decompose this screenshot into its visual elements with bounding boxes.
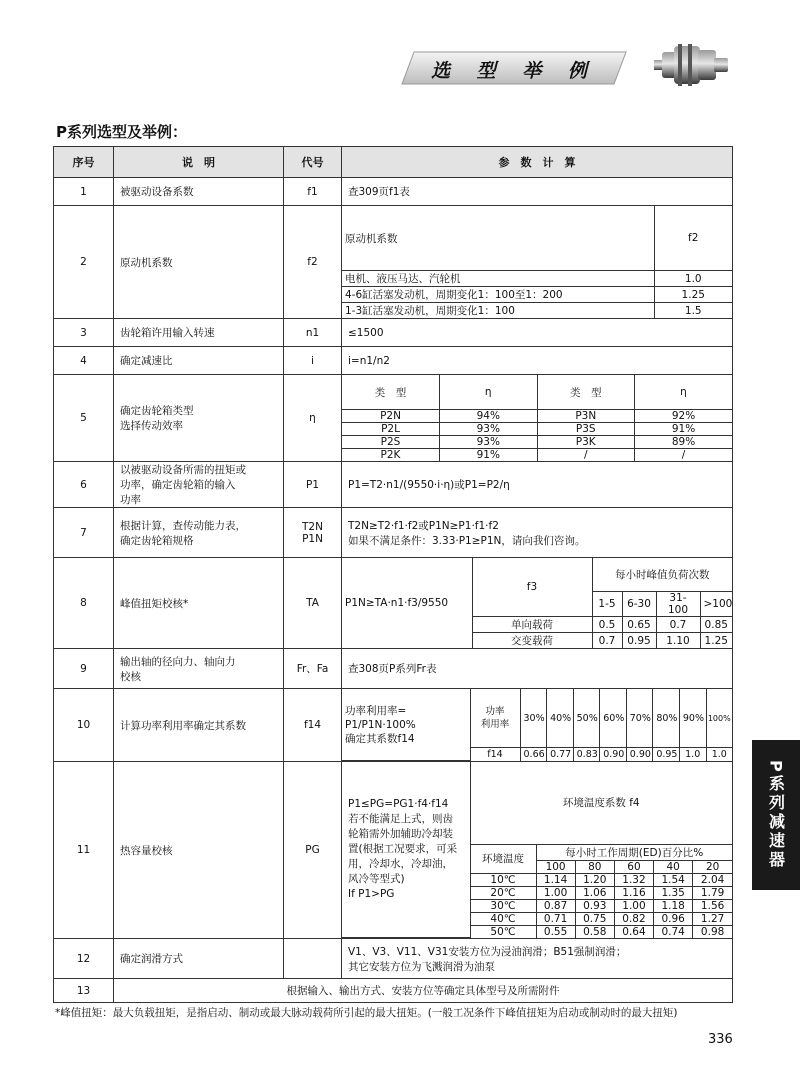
efficiency-table bbox=[342, 375, 732, 461]
table-cell: 0.5 bbox=[592, 617, 622, 633]
table-cell: 0.82 bbox=[614, 912, 653, 925]
text-line: 功率利用率= bbox=[345, 704, 407, 717]
table-cell: f2 bbox=[654, 206, 732, 271]
selection-table bbox=[53, 146, 733, 1003]
table-cell: ≤1500 bbox=[342, 319, 733, 347]
text-line: P1N bbox=[302, 532, 323, 545]
table-cell: 80% bbox=[653, 689, 680, 748]
table-cell: 20 bbox=[693, 860, 732, 873]
table-cell: 40 bbox=[654, 860, 693, 873]
table-cell: 20℃ bbox=[470, 886, 536, 899]
table-cell: 1.79 bbox=[693, 886, 732, 899]
header-calc: 参 数 计 算 bbox=[342, 147, 733, 178]
table-cell: P2S bbox=[342, 436, 440, 449]
page-number: 336 bbox=[708, 1032, 733, 1047]
table-cell: 1.0 bbox=[706, 748, 732, 761]
table-cell: 10℃ bbox=[470, 873, 536, 886]
text-line: T2N bbox=[302, 520, 323, 533]
table-cell bbox=[342, 762, 733, 939]
table-cell: 1.00 bbox=[614, 899, 653, 912]
text-line: 输出轴的径向力、轴向力 bbox=[120, 655, 236, 668]
table-cell: η bbox=[284, 375, 342, 462]
table-cell: 89% bbox=[635, 436, 733, 449]
table-cell: 30℃ bbox=[470, 899, 536, 912]
table-cell: 1.16 bbox=[614, 886, 653, 899]
table-row bbox=[54, 347, 733, 375]
text-line: 确定齿轮箱规格 bbox=[120, 534, 194, 547]
table-cell: 40% bbox=[547, 689, 574, 748]
table-cell: f3 bbox=[472, 558, 592, 617]
text-line: 其它安装方位为飞溅润滑为油泵 bbox=[348, 960, 495, 973]
table-cell: P1=T2·n1/(9550·i·η)或P1=P2/η bbox=[342, 462, 733, 508]
table-cell: 4 bbox=[54, 347, 114, 375]
table-cell: 1.27 bbox=[693, 912, 732, 925]
table-cell: 被驱动设备系数 bbox=[114, 178, 284, 206]
table-cell bbox=[342, 762, 470, 938]
text-line: If P1>PG bbox=[348, 888, 395, 900]
text-line: 置(根据工况要求，可采 bbox=[348, 843, 458, 855]
table-cell: 0.90 bbox=[600, 748, 627, 761]
thermal-table bbox=[342, 762, 732, 938]
text-line: 如果不满足条件：3.33·P1≥P1N，请向我们咨询。 bbox=[348, 534, 586, 547]
table-row bbox=[54, 762, 733, 939]
table-cell bbox=[342, 375, 733, 462]
table-cell: 每小时峰值负荷次数 bbox=[592, 558, 732, 592]
section-banner bbox=[400, 50, 628, 86]
table-cell: 0.65 bbox=[622, 617, 656, 633]
table-cell bbox=[342, 939, 733, 979]
table-cell: 12 bbox=[54, 939, 114, 979]
table-cell: 1.25 bbox=[654, 287, 732, 303]
table-row bbox=[54, 375, 733, 462]
table-cell bbox=[342, 508, 733, 558]
table-cell: 确定减速比 bbox=[114, 347, 284, 375]
table-cell: / bbox=[537, 449, 635, 462]
table-cell: 原动机系数 bbox=[342, 206, 654, 271]
table-row bbox=[54, 206, 733, 319]
table-cell bbox=[284, 939, 342, 979]
table-cell bbox=[342, 206, 733, 319]
table-cell: 0.77 bbox=[547, 748, 574, 761]
table-cell: 60% bbox=[600, 689, 627, 748]
table-cell: 0.85 bbox=[700, 617, 732, 633]
text-line: 功率 bbox=[485, 706, 505, 718]
side-tab: P系列减速器 bbox=[752, 740, 800, 890]
table-cell: 1-5 bbox=[592, 592, 622, 617]
table-cell: P1 bbox=[284, 462, 342, 508]
table-cell: 0.98 bbox=[693, 925, 732, 938]
table-cell: 类 型 bbox=[537, 375, 635, 410]
table-header bbox=[54, 147, 733, 178]
table-cell: 13 bbox=[54, 979, 114, 1003]
table-cell: 0.75 bbox=[575, 912, 614, 925]
table-cell: 类 型 bbox=[342, 375, 440, 410]
table-cell: 1.32 bbox=[614, 873, 653, 886]
table-row bbox=[54, 319, 733, 347]
table-cell: 1.00 bbox=[536, 886, 575, 899]
table-cell: 7 bbox=[54, 508, 114, 558]
table-cell: 交变载荷 bbox=[472, 633, 592, 649]
text-line: 功率，确定齿轮箱的输入 bbox=[120, 479, 236, 491]
text-line: P1≤PG=PG1·f4·f14 bbox=[348, 798, 449, 810]
table-cell: 5 bbox=[54, 375, 114, 462]
text-line: 确定齿轮箱类型 bbox=[120, 405, 194, 417]
table-row bbox=[54, 939, 733, 979]
table-row bbox=[54, 979, 733, 1003]
table-cell: Fr、Fa bbox=[284, 649, 342, 689]
table-cell: 91% bbox=[635, 423, 733, 436]
table-cell bbox=[342, 689, 733, 762]
table-cell: 1.0 bbox=[679, 748, 706, 761]
table-cell: 91% bbox=[440, 449, 538, 462]
table-cell: 齿轮箱许用输入转速 bbox=[114, 319, 284, 347]
section-title: P系列选型及举例： bbox=[56, 123, 187, 141]
header-code: 代号 bbox=[284, 147, 342, 178]
text-line: T2N≥T2·f1·f2或P1N≥P1·f1·f2 bbox=[348, 519, 499, 532]
table-cell: 0.7 bbox=[592, 633, 622, 649]
table-cell: 0.87 bbox=[536, 899, 575, 912]
table-cell: 1.54 bbox=[654, 873, 693, 886]
table-cell: 93% bbox=[440, 423, 538, 436]
table-cell: 2.04 bbox=[693, 873, 732, 886]
table-cell: 0.7 bbox=[656, 617, 700, 633]
table-cell: P1N≥TA·n1·f3/9550 bbox=[342, 558, 472, 648]
table-cell: 1.0 bbox=[654, 271, 732, 287]
table-cell: 0.95 bbox=[622, 633, 656, 649]
table-cell: 1-3缸活塞发动机，周期变化1：100 bbox=[342, 303, 654, 319]
table-cell bbox=[342, 558, 733, 649]
table-cell: 热容量校核 bbox=[114, 762, 284, 939]
table-cell: 80 bbox=[575, 860, 614, 873]
table-cell: 0.55 bbox=[536, 925, 575, 938]
footnote: *峰值扭矩：最大负载扭矩，是指启动、制动或最大脉动载荷所引起的最大扭矩。(一般工况条件下峰值扭矩为启动或制动时的最大扭矩) bbox=[55, 1007, 678, 1019]
text-line: 根据计算，查传动能力表， bbox=[120, 519, 246, 532]
table-cell: >100 bbox=[700, 592, 732, 617]
text-line: 功率 bbox=[120, 494, 141, 506]
table-cell: P3K bbox=[537, 436, 635, 449]
table-cell: i bbox=[284, 347, 342, 375]
table-cell: 40℃ bbox=[470, 912, 536, 925]
table-cell: 1.14 bbox=[536, 873, 575, 886]
table-cell: P2K bbox=[342, 449, 440, 462]
table-cell: 1.06 bbox=[575, 886, 614, 899]
table-row bbox=[54, 508, 733, 558]
table-cell: η bbox=[635, 375, 733, 410]
table-cell: TA bbox=[284, 558, 342, 649]
header-desc: 说 明 bbox=[114, 147, 284, 178]
text-line: P1/P1N·100% bbox=[345, 718, 416, 731]
text-line: V1、V3、V11、V31安装方位为浸油润滑；B51强制润滑； bbox=[348, 945, 627, 958]
table-cell: 1.25 bbox=[700, 633, 732, 649]
table-cell: 70% bbox=[626, 689, 653, 748]
table-row bbox=[54, 649, 733, 689]
table-cell: 1.35 bbox=[654, 886, 693, 899]
table-cell: 0.93 bbox=[575, 899, 614, 912]
table-cell: P3N bbox=[537, 410, 635, 423]
table-cell: f14 bbox=[284, 689, 342, 762]
table-cell: 环境温度 bbox=[470, 844, 536, 873]
table-cell: 94% bbox=[440, 410, 538, 423]
text-line: 利用率 bbox=[480, 719, 510, 731]
table-cell: i=n1/n2 bbox=[342, 347, 733, 375]
table-cell: 单向载荷 bbox=[472, 617, 592, 633]
table-cell bbox=[342, 689, 470, 761]
table-cell: P2L bbox=[342, 423, 440, 436]
table-cell: 1.10 bbox=[656, 633, 700, 649]
table-cell: 6 bbox=[54, 462, 114, 508]
table-cell: 4-6缸活塞发动机，周期变化1：100至1：200 bbox=[342, 287, 654, 303]
table-cell: 90% bbox=[679, 689, 706, 748]
peak-torque-table bbox=[342, 558, 732, 648]
table-cell: 50% bbox=[573, 689, 600, 748]
table-row bbox=[54, 558, 733, 649]
text-line: 用，冷却水，冷却油， bbox=[348, 858, 453, 870]
table-cell: η bbox=[440, 375, 538, 410]
table-cell: n1 bbox=[284, 319, 342, 347]
table-cell: 2 bbox=[54, 206, 114, 319]
table-cell: 6-30 bbox=[622, 592, 656, 617]
table-cell bbox=[114, 649, 284, 689]
table-cell: 0.95 bbox=[653, 748, 680, 761]
table-cell: 100 bbox=[536, 860, 575, 873]
table-cell: 0.96 bbox=[654, 912, 693, 925]
table-cell: 1.18 bbox=[654, 899, 693, 912]
table-cell: 50℃ bbox=[470, 925, 536, 938]
table-cell: 每小时工作周期(ED)百分比% bbox=[536, 844, 732, 860]
table-cell: 30% bbox=[520, 689, 547, 748]
table-row bbox=[54, 689, 733, 762]
table-cell: 60 bbox=[614, 860, 653, 873]
table-cell: 93% bbox=[440, 436, 538, 449]
table-cell: 0.58 bbox=[575, 925, 614, 938]
table-row bbox=[54, 462, 733, 508]
table-cell: 31-100 bbox=[656, 592, 700, 617]
table-cell: 0.90 bbox=[626, 748, 653, 761]
table-cell: 1.5 bbox=[654, 303, 732, 319]
table-cell: 根据输入、输出方式、安装方位等确定具体型号及所需附件 bbox=[114, 979, 733, 1003]
table-cell bbox=[114, 462, 284, 508]
text-line: 风冷等型式) bbox=[348, 873, 405, 885]
table-cell: P2N bbox=[342, 410, 440, 423]
table-cell: 确定润滑方式 bbox=[114, 939, 284, 979]
text-line: 若不能满足上式，则齿 bbox=[348, 813, 453, 825]
prime-mover-table bbox=[342, 206, 732, 318]
table-cell: 0.74 bbox=[654, 925, 693, 938]
table-cell: 0.83 bbox=[573, 748, 600, 761]
table-cell: 计算功率利用率确定其系数 bbox=[114, 689, 284, 762]
text-line: 选择传动效率 bbox=[120, 420, 183, 432]
table-cell: PG bbox=[284, 762, 342, 939]
table-cell: P3S bbox=[537, 423, 635, 436]
gearbox-illustration bbox=[652, 40, 730, 90]
header-no: 序号 bbox=[54, 147, 114, 178]
table-row bbox=[54, 178, 733, 206]
table-cell: 11 bbox=[54, 762, 114, 939]
table-cell: f2 bbox=[284, 206, 342, 319]
table-cell: 电机、液压马达、汽轮机 bbox=[342, 271, 654, 287]
table-cell: 查309页f1表 bbox=[342, 178, 733, 206]
table-cell bbox=[470, 689, 520, 748]
table-cell: 1.56 bbox=[693, 899, 732, 912]
table-cell: 9 bbox=[54, 649, 114, 689]
table-cell: f1 bbox=[284, 178, 342, 206]
table-cell: 0.64 bbox=[614, 925, 653, 938]
table-cell: 0.66 bbox=[520, 748, 547, 761]
table-cell: 环境温度系数 f4 bbox=[470, 762, 732, 844]
table-cell: 100% bbox=[706, 689, 732, 748]
table-cell: f14 bbox=[470, 748, 520, 761]
table-cell: 0.71 bbox=[536, 912, 575, 925]
text-line: 校核 bbox=[120, 670, 141, 683]
table-cell: 1 bbox=[54, 178, 114, 206]
table-cell: 峰值扭矩校核* bbox=[114, 558, 284, 649]
text-line: 确定其系数f14 bbox=[345, 732, 415, 745]
table-cell: 92% bbox=[635, 410, 733, 423]
table-cell: 查308页P系列Fr表 bbox=[342, 649, 733, 689]
table-cell bbox=[114, 375, 284, 462]
banner-title: 选 型 举 例 bbox=[431, 60, 597, 82]
text-line: 以被驱动设备所需的扭矩或 bbox=[120, 464, 246, 476]
table-cell: 3 bbox=[54, 319, 114, 347]
table-cell: 8 bbox=[54, 558, 114, 649]
table-cell: 1.20 bbox=[575, 873, 614, 886]
table-cell: 原动机系数 bbox=[114, 206, 284, 319]
utilization-table bbox=[342, 689, 732, 761]
table-cell bbox=[114, 508, 284, 558]
table-cell: / bbox=[635, 449, 733, 462]
table-cell: 10 bbox=[54, 689, 114, 762]
table-cell bbox=[284, 508, 342, 558]
text-line: 轮箱需外加辅助冷却装 bbox=[348, 828, 453, 840]
